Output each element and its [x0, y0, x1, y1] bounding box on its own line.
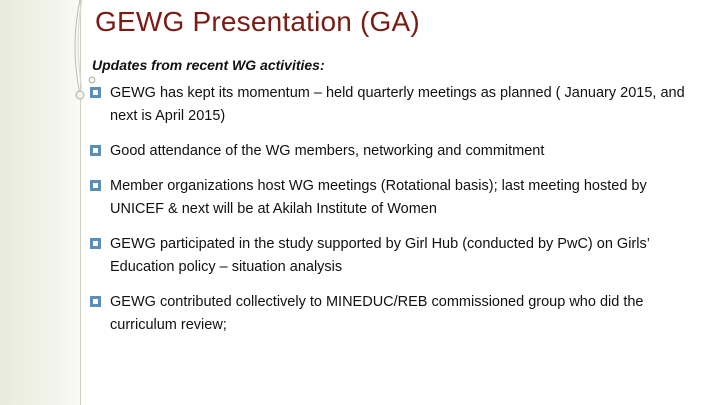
square-bullet-icon: [90, 145, 101, 156]
bullet-text: Member organizations host WG meetings (Rotational basis); last meeting hosted by UNICEF & next will be at Akilah Institute of Women: [110, 178, 647, 217]
bullet-text: GEWG has kept its momentum – held quarterly meetings as planned ( January 2015, and next is April 2015): [110, 85, 685, 124]
bullet-item: [88, 175, 703, 221]
bullet-item: [88, 291, 703, 337]
slide-title: GEWG Presentation (GA): [95, 6, 420, 37]
square-bullet-icon: [90, 296, 101, 307]
bullet-text: Good attendance of the WG members, networking and commitment: [110, 143, 545, 159]
bullet-item: [88, 233, 703, 279]
bullet-list: [88, 82, 703, 349]
bullet-item: [88, 82, 703, 128]
bullet-text: GEWG participated in the study supported by Girl Hub (conducted by PwC) on Girls’ Education policy – situation analysis: [110, 236, 650, 275]
bullet-item: [88, 140, 703, 163]
decorative-circle-icon: [76, 91, 84, 99]
square-bullet-icon: [90, 238, 101, 249]
slide-subtitle: Updates from recent WG activities:: [92, 57, 325, 73]
bullet-text: GEWG contributed collectively to MINEDUC/REB commissioned group who did the curriculum review;: [110, 294, 644, 333]
square-bullet-icon: [90, 87, 101, 98]
square-bullet-icon: [90, 180, 101, 191]
